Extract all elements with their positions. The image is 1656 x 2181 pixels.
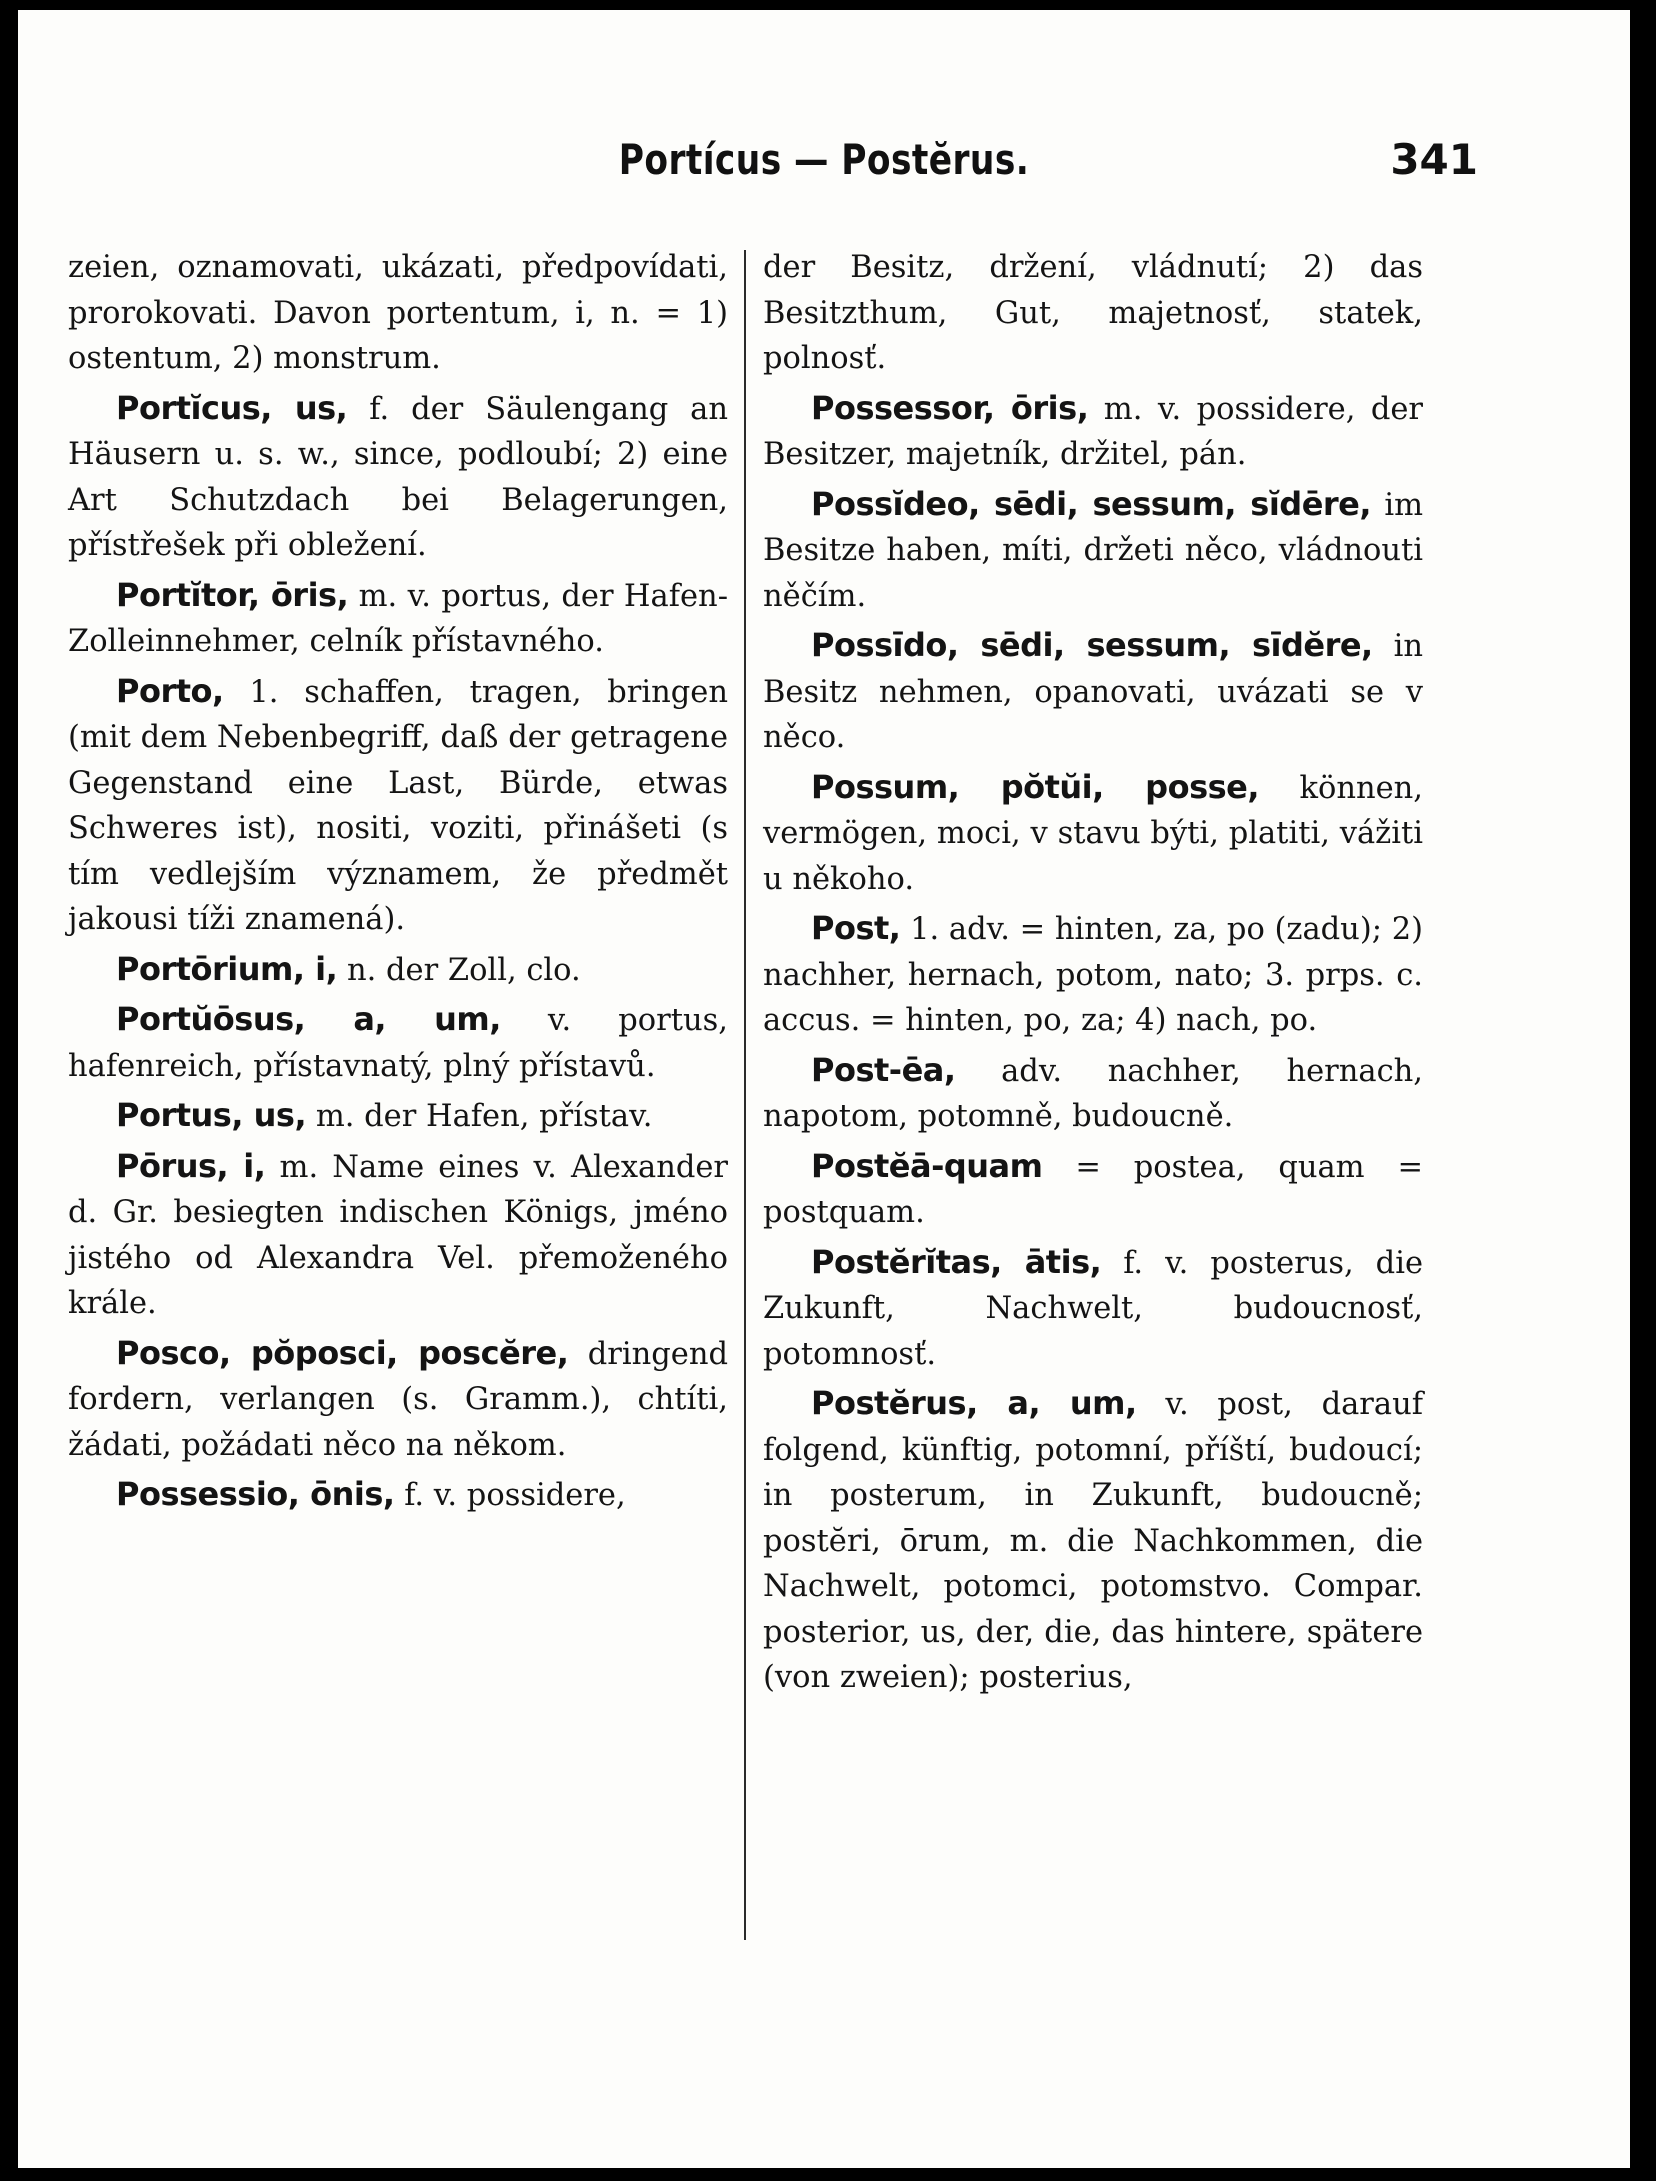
entry-headword: Post, bbox=[811, 909, 901, 947]
entry-headword: Portōrium, i, bbox=[116, 949, 338, 988]
dictionary-entry bbox=[763, 765, 1423, 903]
entry-headword: Postĕrĭtas, ātis, bbox=[811, 1242, 1102, 1281]
entry-headword: Pōrus, i, bbox=[116, 1146, 266, 1185]
entry-text: v. portus, hafenreich, přístavnatý, plný přístavů. bbox=[68, 1003, 729, 1084]
entry-text: f. der Säulengang an Häusern u. s. w., since, podloubí; 2) eine Art Schutzdach bei Belagerungen, přístřešek při obležení. bbox=[68, 391, 729, 563]
entry-text: m. v. possidere, der Besitzer, majetník, držitel, pán. bbox=[763, 391, 1423, 472]
dictionary-entry bbox=[68, 245, 728, 382]
dictionary-entry bbox=[68, 997, 728, 1089]
entry-headword: Portus, us, bbox=[116, 1096, 307, 1134]
right-column bbox=[763, 245, 1423, 1705]
entry-text: v. post, darauf folgend, künftig, potomní, příští, budoucí; in posterum, in Zukunft, budoucně; postĕri, ōrum, m. die Nachkommen, die Nachwelt, potomci, potomstvo. Compar. posterior, us, der, die, das hintere, spätere (von zweien); posterius, bbox=[763, 1387, 1424, 1695]
dictionary-entry bbox=[68, 947, 728, 994]
entry-text: m. Name eines v. Alexander d. Gr. besiegten indischen Königs, jméno jistého od Alexandra Vel. přemoženého krále. bbox=[68, 1149, 728, 1321]
entry-text: der Besitz, držení, vládnutí; 2) das Besitzthum, Gut, majetnosť, statek, polnosť. bbox=[763, 250, 1423, 376]
dictionary-page bbox=[18, 10, 1630, 2168]
entry-text: 1. schaffen, tragen, bringen (mit dem Nebenbegriff, daß der getragene Gegenstand eine Last, Bürde, etwas Schweres ist), nositi, voziti, přinášeti (s tím vedlejším významem, že předmět jakousi tíži znamená). bbox=[68, 674, 728, 937]
dictionary-entry bbox=[763, 245, 1423, 382]
entry-text: adv. nachher, hernach, napotom, potomně, budoucně. bbox=[763, 1053, 1423, 1134]
entry-text: können, vermögen, moci, v stavu býti, platiti, vážiti u někoho. bbox=[763, 770, 1424, 897]
dictionary-entry bbox=[763, 482, 1423, 620]
running-head-title: Portícus — Postĕrus. bbox=[618, 135, 1030, 184]
dictionary-entry bbox=[763, 1381, 1423, 1701]
entry-text: f. v. possidere, bbox=[404, 1478, 626, 1513]
entry-text: n. der Zoll, clo. bbox=[347, 952, 581, 988]
left-column bbox=[68, 245, 728, 1523]
entry-headword: Postĕā-quam bbox=[811, 1146, 1043, 1185]
dictionary-entry bbox=[68, 573, 728, 665]
entry-text: dringend fordern, verlangen (s. Gramm.), chtíti, žádati, požádati něco na někom. bbox=[68, 1336, 729, 1463]
dictionary-entry bbox=[763, 1240, 1423, 1378]
entry-headword: Portŭōsus, a, um, bbox=[116, 1000, 501, 1038]
entry-text: 1. adv. = hinten, za, po (zadu); 2) nachher, hernach, potom, nato; 3. prps. c. accus. = hinten, po, za; 4) nach, po. bbox=[763, 912, 1423, 1038]
dictionary-entry bbox=[763, 1144, 1423, 1236]
entry-text: = postea, quam = postquam. bbox=[763, 1149, 1423, 1230]
dictionary-entry bbox=[763, 386, 1423, 478]
dictionary-entry bbox=[68, 669, 728, 943]
entry-headword: Possīdo, sēdi, sessum, sīdĕre, bbox=[811, 626, 1373, 664]
entry-headword: Possĭdeo, sēdi, sessum, sĭdēre, bbox=[811, 484, 1372, 523]
entry-headword: Possum, pŏtŭi, posse, bbox=[811, 767, 1260, 806]
dictionary-entry bbox=[763, 623, 1423, 761]
dictionary-entry bbox=[763, 1048, 1423, 1140]
running-head bbox=[18, 135, 1630, 195]
dictionary-entry bbox=[68, 1472, 728, 1519]
dictionary-entry bbox=[68, 1331, 728, 1469]
entry-text: zeien, oznamovati, ukázati, předpovídati, prorokovati. Davon portentum, i, n. = 1) ostentum, 2) monstrum. bbox=[68, 250, 728, 376]
dictionary-entry bbox=[68, 386, 728, 569]
entry-headword: Post-ēa, bbox=[811, 1050, 956, 1089]
dictionary-entry bbox=[68, 1144, 728, 1327]
column-divider bbox=[744, 250, 746, 1940]
entry-text: in Besitz nehmen, opanovati, uvázati se v něco. bbox=[763, 629, 1423, 755]
entry-text: m. der Hafen, přístav. bbox=[315, 1099, 653, 1134]
entry-text: im Besitze haben, míti, držeti něco, vládnouti něčím. bbox=[763, 487, 1423, 614]
entry-headword: Postĕrus, a, um, bbox=[811, 1384, 1137, 1422]
entry-headword: Possessio, ōnis, bbox=[116, 1475, 395, 1513]
dictionary-entry bbox=[763, 906, 1423, 1044]
dictionary-entry bbox=[68, 1093, 728, 1140]
entry-headword: Portĭcus, us, bbox=[116, 388, 348, 427]
entry-headword: Possessor, ōris, bbox=[811, 388, 1089, 427]
entry-text: f. v. posterus, die Zukunft, Nachwelt, budoucnosť, potomnosť. bbox=[763, 1245, 1423, 1372]
entry-headword: Posco, pŏposci, poscĕre, bbox=[116, 1333, 569, 1372]
entry-headword: Porto, bbox=[116, 671, 224, 710]
page-number: 341 bbox=[1390, 135, 1478, 184]
entry-text: m. v. portus, der Hafen-Zolleinnehmer, celník přístavného. bbox=[68, 578, 728, 659]
entry-headword: Portĭtor, ōris, bbox=[116, 575, 349, 614]
